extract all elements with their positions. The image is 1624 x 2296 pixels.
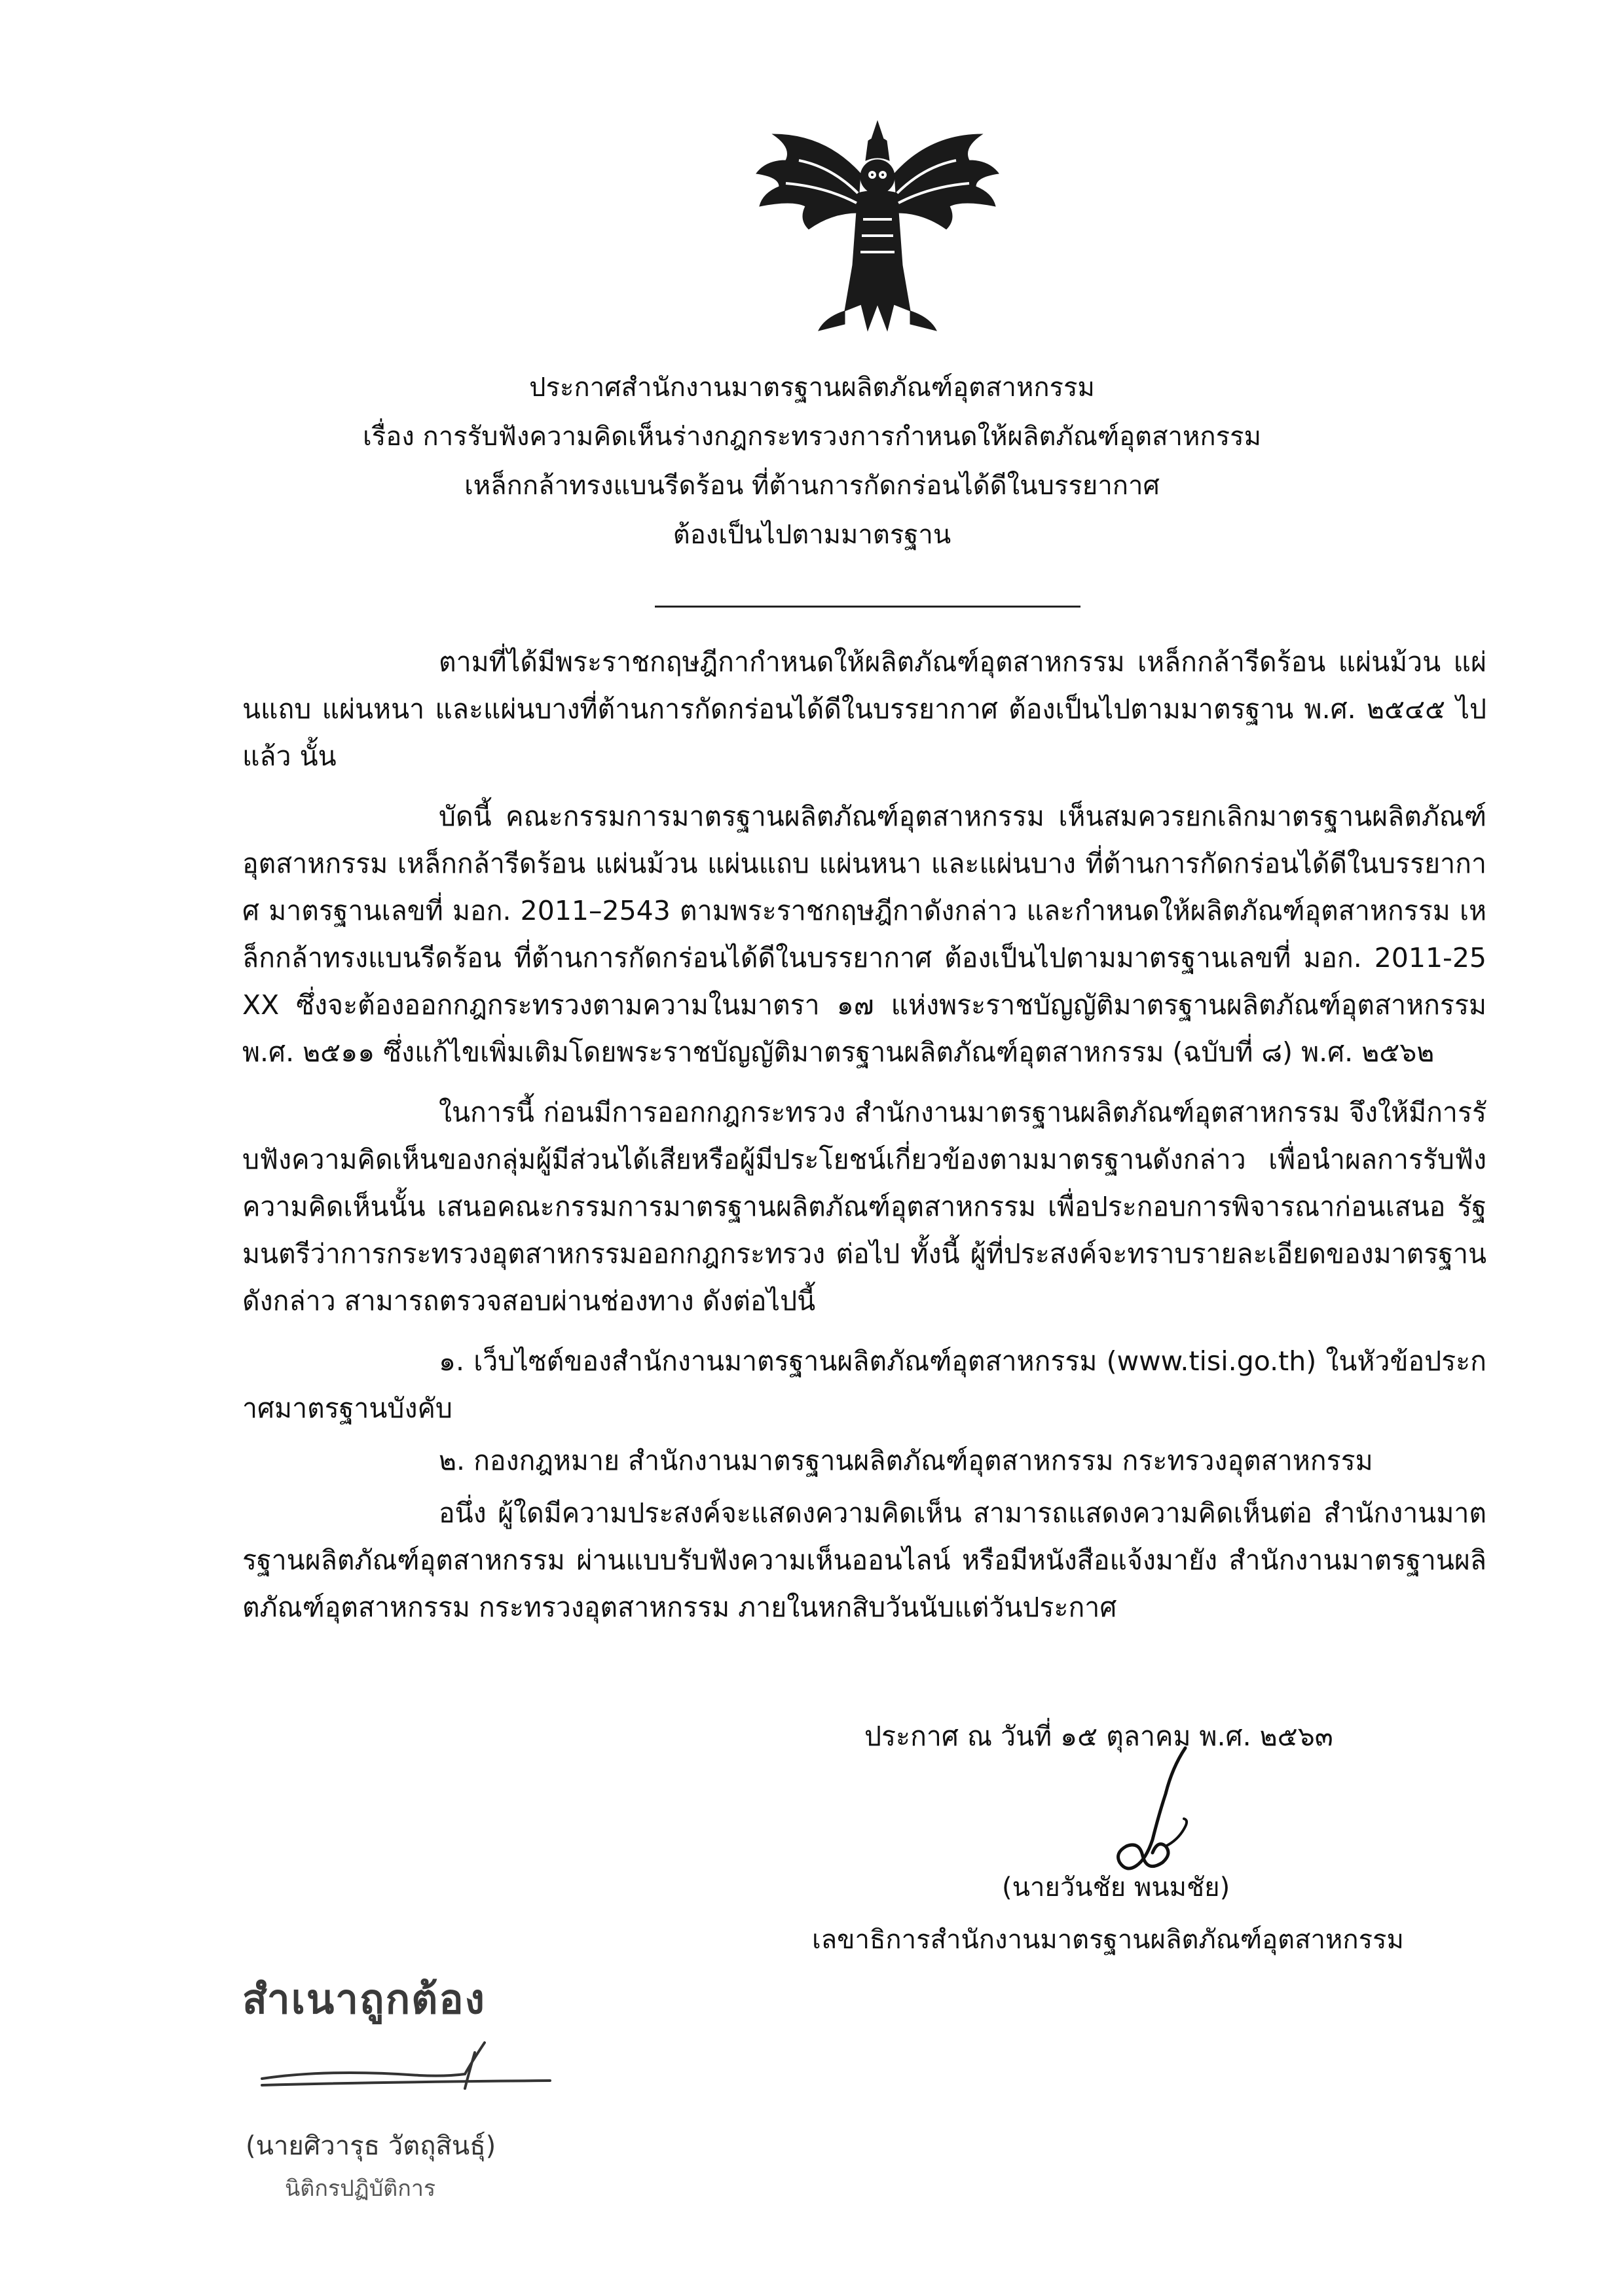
signatory-title: เลขาธิการสำนักงานมาตรฐานผลิตภัณฑ์อุตสาหกรรม: [812, 1925, 1404, 1955]
paragraph-2: บัดนี้ คณะกรรมการมาตรฐานผลิตภัณฑ์อุตสาหกรรม เห็นสมควรยกเลิกมาตรฐานผลิตภัณฑ์อุตสาหกรรม เหล็กกล้ารีดร้อน แผ่นม้วน แผ่นแถบ แผ่นหนา และแผ่นบาง ที่ต้านการกัดกร่อนได้ดีในบรรยากาศ มาตรฐานเลขที่ มอก. 2011–2543 ตามพระราชกฤษฎีกาดังกล่าว และกำหนดให้ผลิตภัณฑ์อุตสาหกรรม เหล็กกล้าทรงแบนรีดร้อน ที่ต้านการกัดกร่อนได้ดีในบรรยากาศ ต้องเป็นไปตามมาตรฐานเลขที่ มอก. 2011-25XX ซึ่งจะต้องออกกฎกระทรวงตามความในมาตรา ๑๗ แห่งพระราชบัญญัติมาตรฐานผลิตภัณฑ์อุตสาหกรรม พ.ศ. ๒๕๑๑ ซึ่งแก้ไขเพิ่มเติมโดยพระราชบัญญัติมาตรฐานผลิตภัณฑ์อุตสาหกรรม (ฉบับที่ ๘) พ.ศ. ๒๕๖๒: [242, 801, 1486, 1068]
heading-line-2: เรื่อง การรับฟังความคิดเห็นร่างกฎกระทรวงการกำหนดให้ผลิตภัณฑ์อุตสาหกรรม: [363, 422, 1261, 452]
paragraph-3: ในการนี้ ก่อนมีการออกกฎกระทรวง สำนักงานมาตรฐานผลิตภัณฑ์อุตสาหกรรม จึงให้มีการรับฟังความคิดเห็นของกลุ่มผู้มีส่วนได้เสียหรือผู้มีประโยชน์เกี่ยวข้องตามมาตรฐานดังกล่าว เพื่อนำผลการรับฟังความคิดเห็นนั้น เสนอคณะกรรมการมาตรฐานผลิตภัณฑ์อุตสาหกรรม เพื่อประกอบการพิจารณาก่อนเสนอ รัฐมนตรีว่าการกระทรวงอุตสาหกรรมออกกฎกระทรวง ต่อไป ทั้งนี้ ผู้ที่ประสงค์จะทราบรายละเอียดของมาตรฐานดังกล่าว สามารถตรวจสอบผ่านช่องทาง ดังต่อไปนี้: [242, 1097, 1486, 1317]
announcement-date: ประกาศ ณ วันที่ ๑๕ ตุลาคม พ.ศ. ๒๕๖๓: [864, 1721, 1333, 1752]
certifier-signature-icon: [249, 2030, 557, 2108]
certified-copy-stamp: สำเนาถูกต้อง: [242, 1975, 486, 2023]
heading-line-3: เหล็กกล้าทรงแบนรีดร้อน ที่ต้านการกัดกร่อนได้ดีในบรรยากาศ: [464, 471, 1160, 501]
heading-divider: [655, 606, 1080, 608]
paragraph-1: ตามที่ได้มีพระราชกฤษฎีกากำหนดให้ผลิตภัณฑ์อุตสาหกรรม เหล็กกล้ารีดร้อน แผ่นม้วน แผ่นแถบ แผ่นหนา และแผ่นบางที่ต้านการกัดกร่อนได้ดีในบรรยากาศ ต้องเป็นไปตามมาตรฐาน พ.ศ. ๒๕๔๕ ไปแล้ว นั้น: [242, 646, 1486, 772]
list-item-2: ๒. กองกฎหมาย สำนักงานมาตรฐานผลิตภัณฑ์อุตสาหกรรม กระทรวงอุตสาหกรรม: [439, 1445, 1373, 1476]
heading-line-1: ประกาศสำนักงานมาตรฐานผลิตภัณฑ์อุตสาหกรรม: [529, 373, 1095, 403]
list-item-1: ๑. เว็บไซต์ของสำนักงานมาตรฐานผลิตภัณฑ์อุตสาหกรรม (www.tisi.go.th) ในหัวข้อประกาศมาตรฐานบังคับ: [242, 1345, 1486, 1424]
paragraph-4: อนึ่ง ผู้ใดมีความประสงค์จะแสดงความคิดเห็น สามารถแสดงความคิดเห็นต่อ สำนักงานมาตรฐานผลิตภัณฑ์อุตสาหกรรม ผ่านแบบรับฟังความเห็นออนไลน์ หรือมีหนังสือแจ้งมายัง สำนักงานมาตรฐานผลิตภัณฑ์อุตสาหกรรม กระทรวงอุตสาหกรรม ภายในหกสิบวันนับแต่วันประกาศ: [242, 1497, 1486, 1623]
certifier-name: (นายศิวารุธ วัตถุสินธุ์): [246, 2131, 496, 2161]
garuda-emblem-icon: [747, 115, 1008, 350]
document-heading: [0, 363, 1624, 560]
heading-line-4: ต้องเป็นไปตามมาตรฐาน: [673, 520, 951, 550]
signatory-name: (นายวันชัย พนมชัย): [1002, 1872, 1230, 1903]
signature-icon: [1074, 1741, 1244, 1886]
certifier-title: นิติกรปฏิบัติการ: [285, 2176, 436, 2202]
document-body: [242, 638, 1486, 1644]
